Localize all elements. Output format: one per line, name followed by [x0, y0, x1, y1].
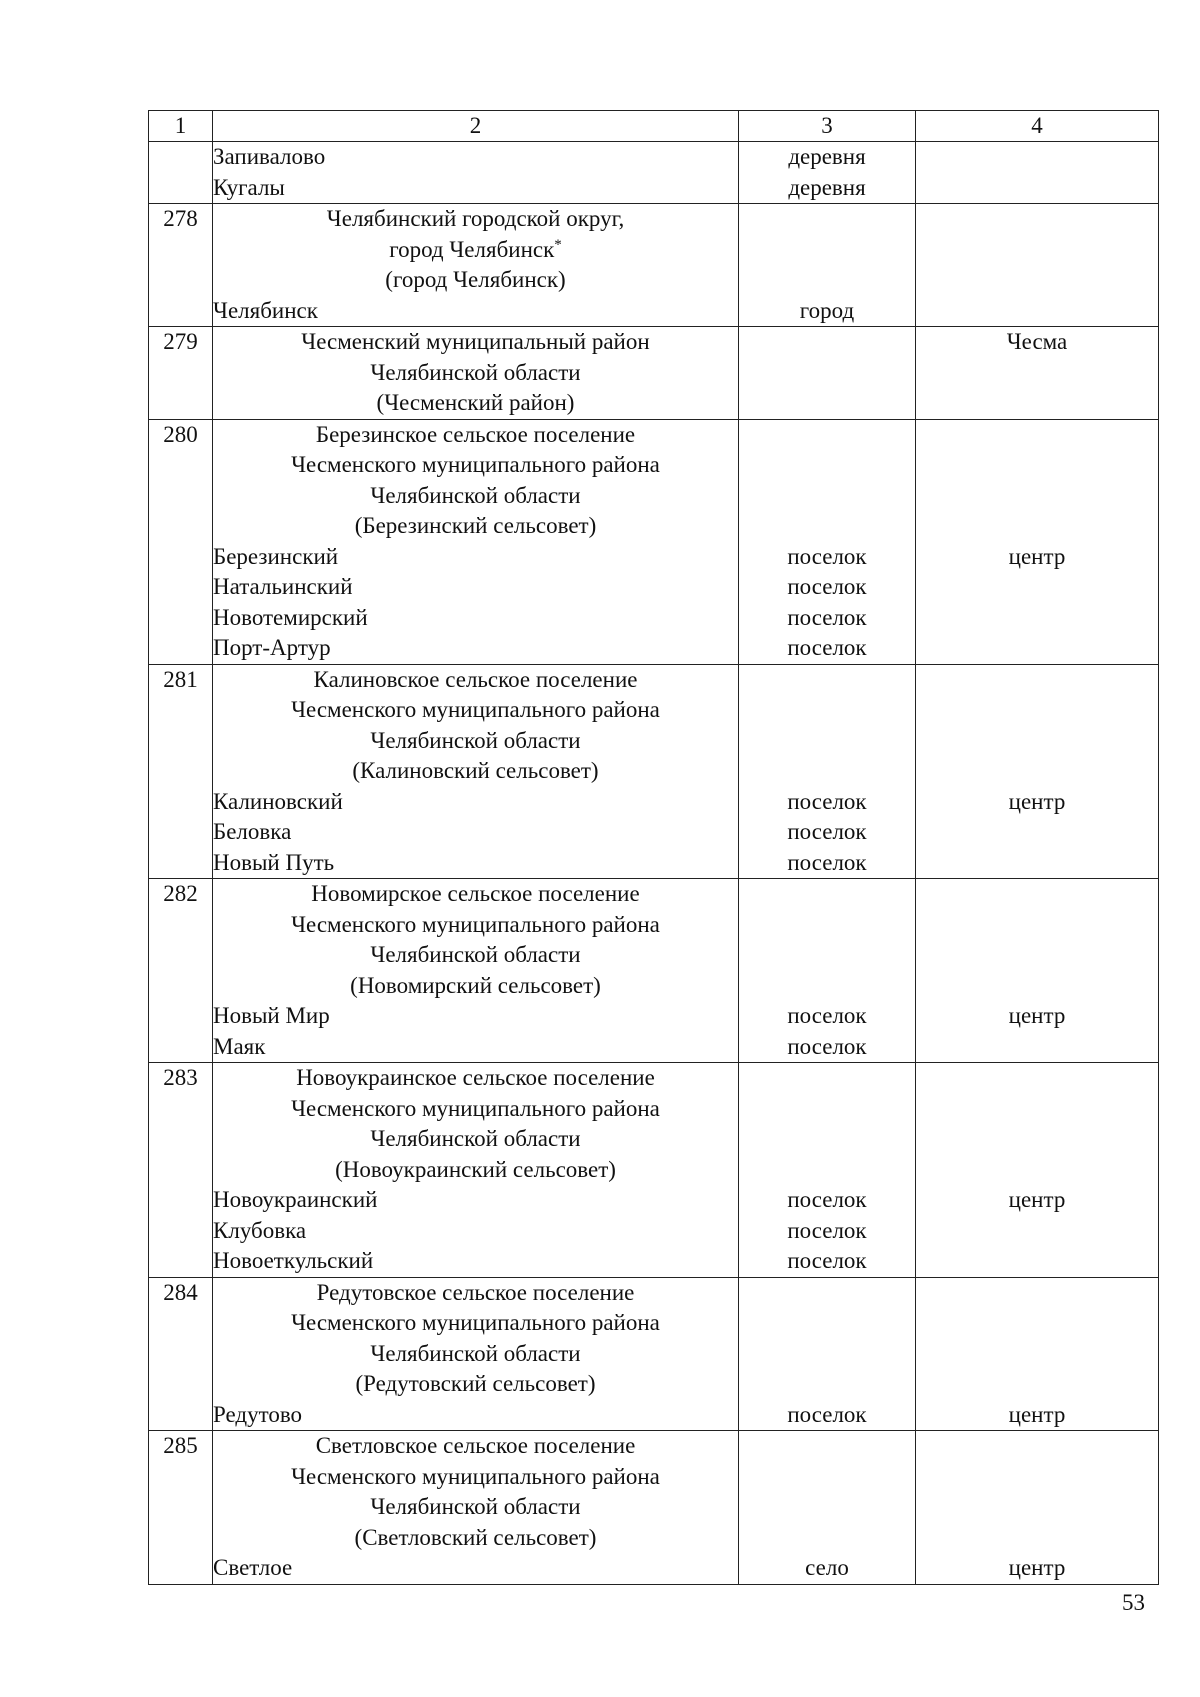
spacer: [739, 358, 915, 389]
settlement-types-cell: [739, 1277, 916, 1431]
settlement-names-cell: [213, 327, 739, 420]
center-note-line: [916, 511, 1158, 542]
settlement-type: поселок: [787, 543, 867, 569]
table-row: [149, 1063, 1159, 1278]
spacer: [739, 388, 915, 419]
municipality-title-text: Челябинской области: [370, 482, 581, 508]
spacer: [739, 665, 915, 696]
center-note-line: [916, 1339, 1158, 1370]
center-note-line: [916, 695, 1158, 726]
entry-number: 282: [149, 879, 213, 1063]
settlement-type: деревня: [788, 174, 866, 200]
center-note-line: [916, 910, 1158, 941]
municipality-title-text: (Редутовский сельсовет): [355, 1371, 596, 1396]
municipality-title-text: Челябинской области: [370, 942, 581, 967]
settlement-type: поселок: [787, 1187, 867, 1212]
center-note-line: [916, 756, 1158, 787]
settlement-type: поселок: [787, 819, 867, 844]
municipality-title-line: [213, 879, 738, 910]
municipality-title-text: Чесменского муниципального района: [291, 911, 660, 937]
settlement-name: Кугалы: [213, 174, 285, 200]
settlement-name: Запивалово: [213, 144, 326, 169]
municipality-title-line: [213, 1523, 738, 1554]
settlement-name: Березинский: [213, 543, 339, 569]
municipality-title-text: город Челябинск: [389, 236, 555, 262]
municipality-title-text: (Новомирский сельсовет): [350, 972, 601, 998]
settlement-notes-cell: [916, 879, 1159, 1063]
spacer: [739, 420, 915, 451]
municipality-title-text: (Калиновский сельсовет): [352, 758, 599, 783]
settlement-name: Новотемирский: [213, 604, 368, 630]
municipality-title-line: [213, 1063, 738, 1094]
settlement-type: поселок: [787, 1401, 867, 1427]
municipality-title-text: Новоукраинское сельское поселение: [296, 1065, 655, 1090]
spacer: [739, 1339, 915, 1370]
settlement-names-cell: [213, 879, 739, 1063]
settlement-note: центр: [1008, 1187, 1066, 1212]
settlement-notes-cell: [916, 1431, 1159, 1585]
municipality-title-text: (Светловский сельсовет): [354, 1524, 597, 1550]
spacer: [739, 756, 915, 787]
spacer: [739, 1155, 915, 1186]
settlement-note: [916, 848, 1158, 879]
entry-number: 283: [149, 1063, 213, 1278]
settlement-name: Светлое: [213, 1555, 293, 1580]
municipality-title-text: Чесменского муниципального района: [291, 1095, 660, 1121]
center-note-line: [916, 1094, 1158, 1125]
page-number: 53: [1122, 1590, 1145, 1615]
settlement-name: Редутово: [213, 1401, 303, 1427]
settlement-type: деревня: [788, 144, 866, 169]
spacer: [739, 1124, 915, 1155]
center-note-line: [916, 1308, 1158, 1339]
center-note-line: [916, 358, 1158, 389]
settlement-type: поселок: [787, 1033, 867, 1059]
settlement-notes-cell: [916, 1063, 1159, 1278]
municipality-title-text: (город Челябинск): [385, 267, 566, 292]
settlement-note: центр: [1008, 788, 1066, 814]
settlement-note: [916, 1032, 1158, 1063]
settlement-types-cell: [739, 204, 916, 327]
entry-number: 285: [149, 1431, 213, 1585]
center-note-line: [916, 971, 1158, 1002]
center-note-line: [916, 1124, 1158, 1155]
spacer: [739, 695, 915, 726]
settlement-names-cell: [213, 204, 739, 327]
entry-number: 279: [149, 327, 213, 420]
header-col-4: 4: [916, 111, 1159, 142]
center-note-line: [916, 204, 1158, 235]
settlement-notes-cell: [916, 204, 1159, 327]
municipality-title-text: Чесменского муниципального района: [291, 452, 660, 477]
settlement-names-cell: [213, 1063, 739, 1278]
table-row: [149, 327, 1159, 420]
entry-number: 281: [149, 664, 213, 879]
municipality-title-text: Челябинской области: [370, 1494, 581, 1519]
municipality-title-line: [213, 695, 738, 726]
municipality-title-line: [213, 1094, 738, 1125]
entry-number: 278: [149, 204, 213, 327]
settlement-names-cell: [213, 1277, 739, 1431]
center-note-line: [916, 235, 1158, 266]
center-note-line: [916, 420, 1158, 451]
table-header-row: [149, 111, 1159, 142]
settlement-note: [916, 1216, 1158, 1247]
district-center: Чесма: [1006, 329, 1068, 354]
settlement-type: поселок: [787, 1003, 867, 1028]
spacer: [739, 1462, 915, 1493]
spacer: [739, 481, 915, 512]
settlement-note: [916, 296, 1158, 327]
settlement-types-cell: [739, 879, 916, 1063]
center-note-line: [916, 1369, 1158, 1400]
municipality-title-text: Челябинской области: [370, 1340, 581, 1366]
municipality-title-line: [213, 420, 738, 451]
settlement-name: Клубовка: [213, 1217, 307, 1243]
table-row: [149, 142, 1159, 204]
settlement-type: поселок: [787, 1248, 867, 1273]
settlement-note: [916, 173, 1158, 204]
municipality-title-line: [213, 971, 738, 1002]
center-note-line: [916, 1155, 1158, 1186]
settlement-type: поселок: [787, 849, 867, 875]
settlement-type: город: [799, 297, 855, 323]
spacer: [739, 450, 915, 481]
settlement-note: центр: [1008, 1003, 1066, 1028]
settlement-type: село: [805, 1555, 849, 1580]
municipality-title-text: Челябинской области: [370, 727, 581, 753]
settlement-type: поселок: [787, 574, 867, 599]
municipality-title-line: [213, 511, 738, 542]
center-note-line: [916, 879, 1158, 910]
spacer: [739, 327, 915, 358]
municipality-title-line: [213, 358, 738, 389]
municipality-title-line: [213, 910, 738, 941]
header-col-2: 2: [213, 111, 739, 142]
municipality-title-text: Редутовское сельское поселение: [316, 1279, 635, 1305]
settlement-name: Порт-Артур: [213, 635, 331, 660]
municipality-title-line: [213, 204, 738, 235]
municipality-title-line: [213, 756, 738, 787]
municipality-title-line: [213, 450, 738, 481]
header-col-1: 1: [149, 111, 213, 142]
settlement-note: [916, 142, 1158, 173]
settlement-notes-cell: [916, 1277, 1159, 1431]
settlement-note: [916, 817, 1158, 848]
settlement-name: Челябинск: [213, 297, 318, 323]
center-note-line: [916, 481, 1158, 512]
spacer: [739, 1278, 915, 1309]
entry-number: [149, 142, 213, 204]
municipality-title-text: Чесменского муниципального района: [291, 1463, 660, 1489]
spacer: [739, 1523, 915, 1554]
settlement-names-cell: [213, 1431, 739, 1585]
settlement-type: поселок: [787, 788, 867, 814]
municipality-title-text: Чесменский муниципальный район: [301, 329, 650, 354]
settlement-name: Маяк: [213, 1033, 266, 1059]
settlement-type: поселок: [787, 1217, 867, 1243]
settlement-type: поселок: [787, 604, 867, 630]
spacer: [739, 1492, 915, 1523]
table-row: [149, 204, 1159, 327]
footnote-mark: *: [554, 236, 562, 253]
table-row: [149, 1277, 1159, 1431]
settlement-note: [916, 1246, 1158, 1277]
municipality-title-line: [213, 1278, 738, 1309]
center-note-line: [916, 665, 1158, 696]
spacer: [739, 726, 915, 757]
spacer: [739, 265, 915, 296]
entry-number: 280: [149, 419, 213, 664]
settlement-name: Беловка: [213, 819, 292, 844]
settlement-note: центр: [1008, 543, 1066, 569]
spacer: [739, 1063, 915, 1094]
settlement-note: [916, 633, 1158, 664]
municipality-title-text: Калиновское сельское поселение: [313, 666, 638, 692]
settlement-types-cell: [739, 1063, 916, 1278]
municipality-title-text: Березинское сельское поселение: [315, 421, 636, 447]
municipality-title-line: [213, 327, 738, 358]
center-note-line: [916, 726, 1158, 757]
municipality-title-text: (Березинский сельсовет): [354, 513, 597, 538]
settlements-table: [148, 110, 1159, 1585]
municipality-title-line: [213, 1124, 738, 1155]
center-note-line: [916, 388, 1158, 419]
settlement-note: центр: [1008, 1555, 1066, 1580]
spacer: [739, 1369, 915, 1400]
settlement-name: Натальинский: [213, 574, 353, 599]
municipality-title-line: [213, 940, 738, 971]
municipality-title-text: (Новоукраинский сельсовет): [335, 1156, 616, 1182]
municipality-title-line: [213, 481, 738, 512]
municipality-title-text: Чесменского муниципального района: [291, 697, 660, 722]
spacer: [739, 879, 915, 910]
center-note-line: [916, 1492, 1158, 1523]
table-row: [149, 879, 1159, 1063]
settlement-note: [916, 572, 1158, 603]
municipality-title-line: [213, 235, 738, 266]
settlement-notes-cell: [916, 142, 1159, 204]
municipality-title-line: [213, 1431, 738, 1462]
settlement-name: Новый Путь: [213, 849, 335, 875]
center-note-line: [916, 450, 1158, 481]
municipality-title-line: [213, 665, 738, 696]
municipality-title-line: [213, 1339, 738, 1370]
settlement-types-cell: [739, 142, 916, 204]
spacer: [739, 940, 915, 971]
settlement-type: поселок: [787, 635, 867, 660]
center-note-line: [916, 1063, 1158, 1094]
municipality-title-line: [213, 1308, 738, 1339]
center-note-line: [916, 265, 1158, 296]
municipality-title-line: [213, 265, 738, 296]
municipality-title-text: Светловское сельское поселение: [315, 1433, 636, 1458]
spacer: [739, 1094, 915, 1125]
center-note-line: [916, 1523, 1158, 1554]
spacer: [739, 971, 915, 1002]
municipality-title-text: Новомирское сельское поселение: [311, 881, 640, 906]
settlement-names-cell: [213, 142, 739, 204]
settlement-notes-cell: [916, 419, 1159, 664]
settlement-names-cell: [213, 664, 739, 879]
center-note-line: [916, 1431, 1158, 1462]
settlement-note: [916, 603, 1158, 634]
settlement-name: Новый Мир: [213, 1003, 330, 1028]
settlement-note: центр: [1008, 1401, 1066, 1427]
municipality-title-text: Челябинской области: [370, 359, 581, 385]
municipality-title-line: [213, 1155, 738, 1186]
spacer: [739, 511, 915, 542]
center-note-line: [916, 1278, 1158, 1309]
table-row: [149, 419, 1159, 664]
settlement-notes-cell: [916, 327, 1159, 420]
municipality-title-text: Чесменского муниципального района: [291, 1310, 660, 1335]
settlement-name: Новоукраинский: [213, 1187, 378, 1212]
settlement-notes-cell: [916, 664, 1159, 879]
settlement-name: Новоеткульский: [213, 1248, 374, 1273]
spacer: [739, 204, 915, 235]
entry-number: 284: [149, 1277, 213, 1431]
table-row: [149, 1431, 1159, 1585]
settlement-names-cell: [213, 419, 739, 664]
municipality-title-text: Челябинский городской округ,: [326, 206, 625, 231]
settlement-types-cell: [739, 1431, 916, 1585]
spacer: [739, 235, 915, 266]
table-row: [149, 664, 1159, 879]
municipality-title-line: [213, 1462, 738, 1493]
settlement-types-cell: [739, 664, 916, 879]
municipality-title-line: [213, 388, 738, 419]
settlement-types-cell: [739, 419, 916, 664]
center-note-line: [916, 940, 1158, 971]
spacer: [739, 1308, 915, 1339]
municipality-title-line: [213, 726, 738, 757]
municipality-title-text: Челябинской области: [370, 1126, 581, 1151]
spacer: [739, 1431, 915, 1462]
header-col-3: 3: [739, 111, 916, 142]
settlement-name: Калиновский: [213, 788, 343, 814]
spacer: [739, 910, 915, 941]
municipality-title-text: (Чесменский район): [376, 390, 575, 415]
settlement-types-cell: [739, 327, 916, 420]
municipality-title-line: [213, 1492, 738, 1523]
municipality-title-line: [213, 1369, 738, 1400]
center-note-line: [916, 1462, 1158, 1493]
